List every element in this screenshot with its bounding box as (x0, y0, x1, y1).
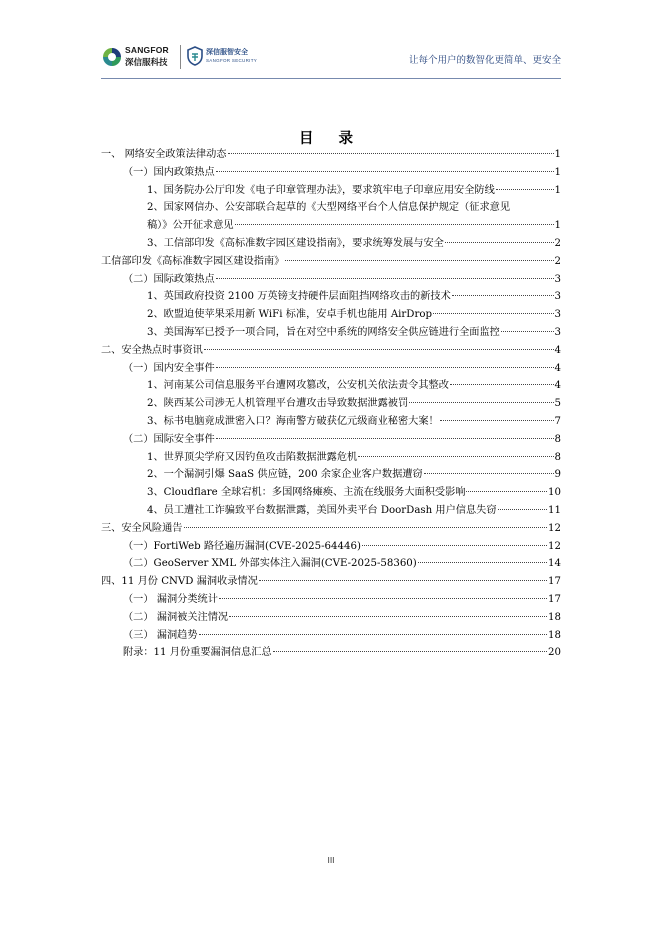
toc-entry[interactable] (147, 377, 561, 395)
toc-row (101, 342, 561, 360)
toc-entry-text: （一）国内安全事件 (123, 362, 215, 374)
logo-divider (180, 45, 181, 69)
toc-leader-dots (259, 580, 547, 581)
toc-row (101, 217, 561, 235)
toc-entry[interactable] (123, 609, 561, 627)
toc-entry-text: （二） 漏洞被关注情况 (123, 611, 229, 623)
toc-leader-dots (229, 616, 547, 617)
security-shield-icon (186, 46, 204, 66)
toc-entry-text: 1、河南某公司信息服务平台遭网攻篡改，公安机关依法责令其整改 (147, 380, 449, 392)
toc-page-number: 1 (554, 220, 561, 232)
toc-leader-dots (285, 260, 553, 261)
toc-entry-text: （一）国内政策热点 (123, 166, 215, 178)
toc-entry-text: 1、英国政府投资 2100 万英镑支持硬件层面阻挡网络攻击的新技术 (147, 291, 451, 303)
security-name-cn: 深信服智安全 (206, 48, 248, 56)
toc-leader-dots (228, 153, 554, 154)
toc-row (101, 644, 561, 662)
toc-entry[interactable] (123, 360, 561, 378)
toc-entry[interactable] (101, 342, 561, 360)
toc-row (101, 199, 561, 217)
toc-entry[interactable] (147, 413, 561, 431)
toc-page-number: 8 (554, 451, 561, 463)
toc-row (101, 431, 561, 449)
toc-leader-dots (184, 527, 548, 528)
toc-entry-text: 四、11 月份 CNVD 漏洞收录情况 (101, 576, 258, 588)
toc-entry[interactable] (101, 520, 561, 538)
toc-row (101, 288, 561, 306)
toc-entry-text: （二）国际政策热点 (123, 273, 215, 285)
toc-leader-dots (199, 634, 547, 635)
toc-entry[interactable] (123, 164, 561, 182)
toc-leader-dots (362, 545, 547, 546)
table-of-contents (101, 146, 561, 662)
toc-row (101, 271, 561, 289)
toc-row (101, 377, 561, 395)
toc-leader-dots (501, 331, 554, 332)
toc-row (101, 555, 561, 573)
toc-page-number: 3 (554, 326, 561, 338)
toc-entry-text: 一、 网络安全政策法律动态 (101, 149, 227, 160)
toc-page-number: 17 (548, 576, 561, 588)
toc-row (101, 360, 561, 378)
toc-page-number: 17 (548, 593, 561, 605)
toc-row (101, 146, 561, 164)
toc-entry[interactable] (147, 217, 561, 235)
toc-entry[interactable] (147, 484, 561, 502)
toc-entry-text: 2、欧盟迫使苹果采用新 WiFi 标准，安卓手机也能用 AirDrop (147, 309, 432, 321)
toc-entry-text: 1、世界顶尖学府又因钓鱼攻击陷数据泄露危机 (147, 451, 358, 463)
toc-title: 目 录 (298, 130, 364, 147)
toc-entry-text: 2、陕西某公司涉无人机管理平台遭攻击导致数据泄露被罚 (147, 398, 409, 410)
page-number: III (327, 856, 335, 865)
toc-row (101, 627, 561, 645)
toc-leader-dots (216, 171, 554, 172)
toc-page-number: 1 (554, 166, 561, 178)
toc-row (101, 484, 561, 502)
toc-row (101, 573, 561, 591)
toc-page-number: 5 (554, 398, 561, 410)
toc-entry-text: 3、Cloudflare 全球宕机：多国网络瘫痪、主流在线服务大面积受影响 (147, 487, 466, 499)
toc-entry-text: 2、一个漏洞引爆 SaaS 供应链，200 余家企业客户数据遭窃 (147, 469, 423, 481)
toc-leader-dots (440, 420, 554, 421)
toc-entry-text: 3、工信部印发《高标准数字园区建设指南》，要求统筹发展与安全 (147, 237, 444, 249)
toc-entry[interactable] (123, 271, 561, 289)
toc-row (101, 395, 561, 413)
toc-entry-text: 稿）》公开征求意见 (147, 220, 234, 232)
toc-page-number: 3 (554, 309, 561, 321)
toc-entry-text: 3、美国海军已授予一项合同，旨在对空中系统的网络安全供应链进行全面监控 (147, 326, 500, 338)
slogan: 让每个用户的数智化更简单、更安全 (408, 55, 561, 66)
toc-entry[interactable] (147, 288, 561, 306)
toc-leader-dots (216, 278, 554, 279)
toc-entry-text: （一） 漏洞分类统计 (123, 593, 218, 605)
toc-page-number: 8 (554, 433, 561, 445)
toc-entry[interactable] (147, 235, 561, 253)
toc-entry[interactable] (147, 502, 561, 520)
toc-entry[interactable] (123, 538, 561, 556)
brand-name-en: SANGFOR (125, 45, 169, 55)
toc-entry[interactable] (123, 431, 561, 449)
toc-row (101, 591, 561, 609)
toc-page-number: 11 (548, 504, 561, 516)
toc-entry[interactable] (147, 306, 561, 324)
toc-entry[interactable] (147, 324, 561, 342)
sangfor-security-logo (186, 45, 276, 71)
toc-entry-text: 工信部印发《高标准数字园区建设指南》 (101, 255, 285, 267)
toc-leader-dots (273, 651, 547, 652)
toc-entry[interactable] (123, 644, 561, 662)
toc-row (101, 449, 561, 467)
toc-leader-dots (498, 509, 547, 510)
toc-page-number: 12 (548, 540, 561, 552)
toc-row (101, 538, 561, 556)
toc-page-number: 4 (554, 344, 561, 356)
toc-leader-dots (216, 438, 554, 439)
toc-page-number: 4 (554, 362, 561, 374)
toc-leader-dots (358, 456, 553, 457)
toc-page-number: 2 (554, 255, 561, 267)
toc-row (101, 324, 561, 342)
toc-entry-text: 附录：11 月份重要漏洞信息汇总 (123, 647, 272, 659)
toc-row (101, 306, 561, 324)
toc-entry[interactable] (123, 591, 561, 609)
toc-row (101, 253, 561, 271)
toc-entry[interactable] (147, 395, 561, 413)
toc-entry-text: （三） 漏洞趋势 (123, 629, 198, 641)
toc-row (101, 502, 561, 520)
toc-page-number: 1 (554, 184, 561, 196)
toc-page-number: 1 (554, 149, 561, 160)
toc-entry[interactable] (101, 573, 561, 591)
toc-leader-dots (204, 349, 554, 350)
toc-leader-dots (445, 242, 554, 243)
toc-leader-dots (466, 491, 547, 492)
toc-row (101, 235, 561, 253)
header-divider (101, 78, 561, 79)
toc-page-number: 7 (554, 415, 561, 427)
toc-row (101, 164, 561, 182)
toc-leader-dots (424, 473, 554, 474)
toc-leader-dots (496, 189, 554, 190)
toc-entry-text: （二）国际安全事件 (123, 433, 215, 445)
toc-leader-dots (409, 402, 553, 403)
toc-page-number: 18 (548, 629, 561, 641)
toc-row (101, 182, 561, 200)
toc-row (101, 466, 561, 484)
toc-page-number: 12 (548, 522, 561, 534)
page-header (0, 0, 662, 80)
toc-page-number: 9 (554, 469, 561, 481)
toc-entry[interactable] (101, 146, 561, 164)
toc-entry-text: 三、安全风险通告 (101, 522, 183, 534)
toc-entry[interactable] (123, 555, 561, 573)
toc-entry-text: 二、安全热点时事资讯 (101, 344, 203, 356)
toc-page-number: 18 (548, 611, 561, 623)
toc-entry[interactable] (147, 466, 561, 484)
toc-entry[interactable] (101, 253, 561, 271)
toc-entry[interactable] (123, 627, 561, 645)
toc-leader-dots (219, 598, 547, 599)
toc-row (101, 520, 561, 538)
toc-entry-text: 2、国家网信办、公安部联合起草的《大型网络平台个人信息保护规定（征求意见 (147, 202, 511, 214)
sangfor-logo (101, 45, 173, 71)
brand-name-cn: 深信服科技 (125, 58, 168, 68)
sangfor-mark-icon (101, 46, 123, 68)
toc-page-number: 14 (548, 558, 561, 570)
toc-entry[interactable] (147, 449, 561, 467)
toc-page-number: 3 (554, 273, 561, 285)
toc-page-number: 20 (548, 647, 561, 659)
toc-row (101, 413, 561, 431)
toc-entry[interactable] (147, 182, 561, 200)
toc-leader-dots (216, 367, 554, 368)
toc-page-number: 3 (554, 291, 561, 303)
security-name-en: SANGFOR SECURITY (206, 58, 258, 63)
toc-entry-text: 4、员工遭社工诈骗致平台数据泄露，美国外卖平台 DoorDash 用户信息失窃 (147, 504, 497, 516)
toc-leader-dots (235, 224, 554, 225)
toc-entry-text: （二）GeoServer XML 外部实体注入漏洞(CVE-2025-58360) (123, 558, 417, 570)
toc-page-number: 10 (548, 487, 561, 499)
toc-entry-text: （一）FortiWeb 路径遍历漏洞(CVE-2025-64446) (123, 540, 361, 552)
toc-page-number: 2 (554, 237, 561, 249)
toc-leader-dots (433, 313, 554, 314)
toc-leader-dots (452, 295, 554, 296)
toc-leader-dots (450, 384, 554, 385)
toc-page-number: 4 (554, 380, 561, 392)
toc-entry-text: 1、国务院办公厅印发《电子印章管理办法》，要求筑牢电子印章应用安全防线 (147, 184, 495, 196)
toc-leader-dots (418, 562, 547, 563)
toc-row (101, 609, 561, 627)
toc-entry-text: 3、标书电脑竟成泄密入口？海南警方破获亿元级商业秘密大案！ (147, 415, 439, 427)
